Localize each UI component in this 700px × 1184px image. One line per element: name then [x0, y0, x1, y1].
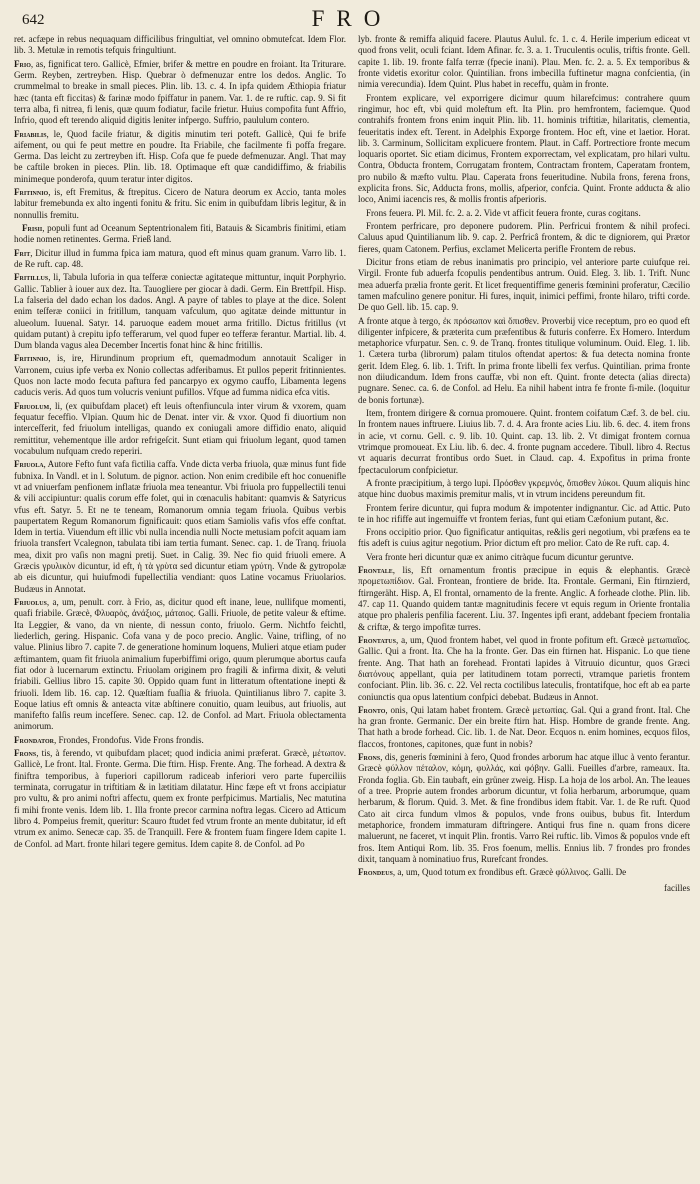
entry-headword: Frontale — [358, 565, 393, 576]
entry-text: Frons occipitio prior. Quo fignificatur antiquitas, re&lis geri negotium, vbi præfens ea te ftis adeft is cuius agitur negotium. Prior dictum eft pro melior. Cato de Re ruft. cap. 4. — [358, 527, 690, 549]
entry-text: a, um, penult. corr. à Frio, as, dicitur quod eft inane, leue, nullifque momenti, quafi friabile. Græcè, Φλυαρὸς, ἀνάξιος, μάταιος. Galli. Friuole, de petite valeur & eftime. Ita Leggier, & vano, da vn niente, di nessun conto, friuolo. Germ. Nichtfo feichtl, liederlich, gering. Hispanic. Cofa vana y de poco precio. Anglic. Vaine, trifling, of no value. Plinius libro 7. capite 7. de generatione hominum loquens, Mulieri atque etiam puder æftimantem, quam fit friuola animalium fuperbiffimi origo, quum plerumque abortus caufa fiat odor à lucernarum extinctu. Friuolam originem pro fragili & infirma dixit, & veluti friabili. Gellius libro 15. capite 30. Oppido quam funt in litteratum oftentatione inepti & friuoli. Idem lib. 16. cap. 12. Quæſtiam fuaſlia & friuola. Quintilianus libro 7. capite 3. Eoque latius eft omnis & anteacta vitæ abſtinere conuitio, quam leuibus, aut friuolis, aut manifefto falſis reum incefſere. Senec. cap. 12. de Confol. ad Mart. Friuola oblectamenta animorum. — [14, 597, 346, 732]
dictionary-entry: Fronto, onis, Qui latam habet frontem. Græcè μετωπίας. Gal. Qui a grand front. Ital. Che ha gran fronte. Germanic. Der ein breite ftirn hat. Hisp. Hombre de grande frente. Ang. That hath a brode forhead. Cic. lib. 1. de Nat. Deor. Ecquos n. enim homines, ecquos filos, flaccos, frontones, capitones, quæ funt in nobis? — [358, 704, 690, 749]
entry-text: tis, à ferendo, vt quibufdam placet; quod indicia animi præferat. Græcè, μέτωπον. Gallicè, Le front. Ital. Fronte. Germa. Die ftirn. Hisp. Frente. Ang. The forhead. A dextra & finiftra temporibus, à fuperiori capillorum radiceab inferiori vero parte fuperciliis terminata, corrugatur in triftitiam & in lætitiam dilatatur. Hinc fæpe eft vt frons accipiatur pro vultu, & pro animi noftri affectu, quem ex fronte perfpicimus. Martialis, Nec matutina fi mihi fronte venis. Idem lib. 1. Illa fronte precor carmina noftra legas. Cicero ad Atticum libro 4. Pompeius fremit, queritur: Scauro ftudet fed vtrum fronte an mente dubitatur, id eft vtrum ex animo. Senecæ cap. 35. de Tranquill. Fere & frontem fuam fingere Idem capite 1. de Confol. ad Mart. fronte hilari tegere gemitus. Idem capite 8. de Confol. ad Po — [14, 748, 346, 849]
dictionary-entry: Frio, as, fignificat tero. Gallicè, Efmier, brifer & mettre en poudre en froiant. Ita Triturare. Germ. Reyben, zertreyben. Hisp. Quebrar ò defmenuzar entre los dedos. Anglic. To crummelmal to breake in small pieces. Plin. lib. 13. c. 4. In ipfa quidem Æthiopia friatur hæc (tanta eft ficcitas) & farinæ modo fpiffatur in panem. Var. 1. de re ruftic. cap. 9. Si fit terra alba, fi nitrea, fi lenis, quæ quum fodiatur, facile frietur. Huius compofita funt Affrio, Infrio, quod eft terendo aliquid digitis leniter infpergo. Suffrio, paululum contero. — [14, 58, 346, 126]
entry-text: is, ire, Hirundinum proprium eft, quemadmodum annotauit Scaliger in Varronem, cuius ipfe verba ex Nonio collectas adferibamus. Et pullos peperit fritinnientes. Quos non lacte modo fecuta paftura fed pancarpyo ex ogymo cauffo, Libamenta legens caducis veris. Ad quos tum volucris veniunt pufillos. Vfque ad fumma nidica efca vitis. — [14, 353, 346, 398]
catchword: facilles — [664, 882, 690, 893]
entry-text: dis, generis fœminini à fero, Quod frondes arborum hac atque illuc à vento ferantur. Græcè φύλλον πέταλον, κόμη, φυλλάς, καὶ φόβην. Galli. Fueilles d'arbre, rameaux. Ita. Fronda foglia. Gb. Ein taubaft, ein grüner zweig. Hisp. La hoja de los arbol. An. The leaues of a tree. Proprie autem frondes arborum dicuntur, vt folia herbarum, arborumque, quam herbarum, & florum. Quid. 3. Met. & fine frondibus idem ftabit. Var. 1. de Re ruft. Quod Cato ait circa fundum vlmos & populos, vnde frons ouibus, bubus fit. Interdum metaphorice, frondem immaturam diftringere. Antiqui frus fine n. quam frons dicere maluerunt, ne faceret, vt inquit Plin. frontis. Varro Rei ruftic. lib. Vimos & populos vnde eft fros. Item Antiqui Rom. lib. 35. Fros foenum, mellis. Ennius lib. 7 frondes pro frondes dixit, tanquam à nominatiuo frus, Rurefcant frondes. — [358, 752, 690, 864]
entry-text: as, fignificat tero. Gallicè, Efmier, brifer & mettre en poudre en froiant. Ita Triturare. Germ. Reyben, zertreyben. Hisp. Quebrar ò defmenuzar entre los dedos. Anglic. To crummelmal to breake in small pieces. Plin. lib. 13. c. 4. In ipfa quidem Æthiopia friatur hæc (tanta eft ficcitas) & farinæ modo fpiffatur in panem. Var. 1. de re ruftic. cap. 9. Si fit terra alba, fi nitrea, fi lenis, quæ quum fodiatur, facile frietur. Huius compofita funt Affrio, Infrio, quod eft terendo aliquid digitis leniter infpergo. Suffrio, paululum contero. — [14, 58, 346, 126]
entry-text: A fronte atque à tergo, ἐκ πρόσωπον καὶ ὄπισθεν. Proverbij vice receptum, pro eo quod eft diligenter infpicere, & præterita cum præfentibus & futuris conferre. Ex Homero. Interdum metaphorice vfurpatur. Sen. c. 9. de Tranq. frontes titulique voluminum. Ouid. Eleg. 1. lib. 1. Cætera turba (librorum) palam titulos oftendat apertos: & fua detecta nomina fronte gerit. Idem Eleg. 6. lib. 1. Trift. In prima fronte libelli fex verfus. Quintilian. prima fronte non diiudicandum. Idem frons cauffæ, vbi non eft. Quint. fronte detecta (alias directa) pugnare. Senec. ca. 6. de Confol. ad Helu. Ea nihil habent intra fe fronte fi-mile. (loquitur de bonis fortunæ). — [358, 315, 690, 405]
dictionary-entry: Frit, Dicitur illud in fumma fpica iam matura, quod eft minus quam granum. Varro lib. 1. de Re ruft. cap. 48. — [14, 247, 346, 269]
dictionary-entry — [358, 478, 690, 501]
dictionary-entry — [358, 552, 690, 563]
entry-text: Dicitur frons etiam de rebus inanimatis pro principio, vel anteriore parte cuiufque rei. Virgil. Fronte fub aduerfa fcopulis pendentibus antrum. Ouid. Eleg. 3. lib. 1. Trift. Nunc mea aduerfa prælia fronte gerit. Et licet frequentiffime generis fœminini proferatur, Cæcilio tamen mafculino genere ponitur. Hi fures, inquit, inimici peffimi, fronte hilaro, trifti corde. De quo Gell. lib. 15. cap. 9. — [358, 256, 690, 313]
entry-text: Autore Fefto funt vafa fictilia caffa. Vnde dicta verba friuola, quæ minus funt fide fubnixa. In Vandl. et in l. Solutum. de pignor. action. Non enim credibile eft hoc conuenifle vt ad vniuerfam penfionem inflatæ friuola mea teneantur. Vbi friuola pro fuppellectili tenui & vili accipiuntur: qualis corum effe folet, qui in cœnaculis habitant: quamvis & Satyricus vfus eft. Satyr. 5. Et ne te teneam, Romanorum omnia tegam friuola. Quibus verbis paupertatem Regum Romanorum fignificauit: quos etiam Samiolis vafis vfos effe conftat. Idem in tertia. Viuendum eft illic vbi nulla incendia nulli Nocte metusiam pofcit aquam iam friuola transfert Vcalegnon, tabulata tibi iam tertia fumant. Senec. cap. 1. de Tranq. friuola mea, dixit pro vaſis non magni pretij. Suet. in Calig. 39. Nec fio quid friuoli emere. A Græcis γρυλικὸν dicuntur, id eft, ἡ τὰ γρὺτα sed dicuntur etiam γρύτη. Vnde & gytropolæ ab eis dicuntur, qui huiufmodi fupellectilia vendiant: quos Latine vocamus Friuolarios. Budæus in Annotat. — [14, 459, 346, 594]
entry-headword: Friuola — [14, 459, 44, 470]
dictionary-entry — [358, 93, 690, 206]
dictionary-entry: Friabilis, le, Quod facile friatur, & digitis minutim teri poteft. Gallicè, Qui fe brife aifement, ou qui fe peut mettre en poudre. Ita Friabile, che facilmente fi poffa fregare. Germa. Das leicht zu zertreyben ift. Hisp. Cofa que fe puede defmenuzar. Angl. That may be caftile broken in pieces. Plin. lib. 18. Optimaque eft quæ candidiffimo, & friabilis minimeque ponderofa, quum teratur inter digitos. — [14, 128, 346, 184]
entry-text: populi funt ad Oceanum Septentrionalem fiti, Batauis & Sicambris finitimi, etiam hodie nomen retinentes. Germa. Frieß land. — [14, 223, 346, 245]
entry-headword: Friuolus — [14, 597, 47, 607]
dictionary-entry: Frontatus, a, um, Quod frontem habet, vel quod in fronte pofitum eft. Græcè μετωπιαῖος. Gallic. Qui a front. Ita. Che ha la fronte. Ger. Das ein ftirnen hat. Hispanic. Lo que tiene frente. Ang. That hath an forehead. Frontati lapides à Vitruuio dicuntur, quos Græci διατόνους appellant, quia per latitudinem totam porrecti, vtramque parietis frontem confociant. Plin. lib. 36. c. 22. Vel recta coctilibus lateculis, frontatifque, hoc eft ab ea parte coniunctis qua opus latentium confpici debebat. Budæus in Annot. — [358, 634, 690, 702]
dictionary-entry: Fritinnio, is, eft Fremitus, & ftrepitus. Cicero de Natura deorum ex Accio, tanta moles labitur fremebunda ex alto ingenti fonitu & fritu. Sic enim in quibufdam libris legitur, & in nonnullis fremitu. — [14, 187, 346, 220]
entry-headword: Fritinnio — [14, 187, 49, 198]
entry-text: Dicitur illud in fumma fpica iam matura, quod eft minus quam granum. Varro lib. 1. de Re ruft. cap. 48. — [14, 247, 346, 269]
entry-headword: Fronto — [358, 704, 386, 715]
dictionary-entry: Frondeus, a, um, Quod totum ex frondibus eft. Græcè φύλλινος. Galli. De — [358, 867, 627, 878]
entry-text: ret. acfæpe in rebus nequaquam difficilibus fringultiat, vel omnino obmutefcat. Idem Flor. lib. 3. Metulæ in remotis tefquis fringultiunt. — [14, 34, 346, 56]
entry-headword: Frontatus — [358, 634, 396, 645]
dictionary-entry — [358, 208, 690, 219]
page-number: 642 — [22, 12, 45, 28]
dictionary-entry — [358, 527, 690, 550]
entry-text: li, (ex quibufdam placet) eft leuis oftenfiuncula inter virum & vxorem, quam fequatur feceffio. Vlpian. Quum hic de Denat. inter vir. & vxor. Quod fi diuortium non interceſferit, fed friuolum intelligas, quando ex coniugali amore diffidio enato, aliquid remittitur, vehementque ille ardor refrigeſcit. Sunt etiam qui friuolum legant, quod tamen vocabulum nufquam credo reperiri. — [14, 400, 346, 456]
entry-text: Frondes, Frondofus. Vide Frons frondis. — [58, 734, 204, 745]
dictionary-entry — [14, 34, 346, 57]
dictionary-entry: Friuola, Autore Fefto funt vafa fictilia caffa. Vnde dicta verba friuola, quæ minus funt fide fubnixa. In Vandl. et in l. Solutum. de pignor. action. Non enim credibile eft hoc conuenifle vt ad vniuerfam penfionem inflatæ friuola mea teneantur. Vbi friuola pro fuppellectili tenui & vili accipiuntur: qualis corum effe folet, qui in cœnaculis habitant: quamvis & Satyricus vfus eft. Satyr. 5. Et ne te teneam, Romanorum omnia tegam friuola. Quibus verbis paupertatem Regum Romanorum fignificauit: quos etiam Samiolis vafis vfos effe conftat. Idem in tertia. Viuendum eft illic vbi nulla incendia nulli Nocte metusiam pofcit aquam iam friuola transfert Vcalegnon, tabulata tibi iam tertia fumant. Senec. cap. 1. de Tranq. friuola mea, dixit pro vaſis non magni pretij. Suet. in Calig. 39. Nec fio quid friuoli emere. A Græcis γρυλικὸν dicuntur, id eft, ἡ τὰ γρὺτα sed dicuntur etiam γρύτη. Vnde & gytropolæ ab eis dicuntur, qui huiufmodi fupellectilia vendiant: quos Latine vocamus Friuolarios. Budæus in Annotat. — [14, 459, 346, 594]
entry-headword: Friabilis — [14, 128, 47, 139]
entry-text: a, um, Quod frontem habet, vel quod in fronte pofitum eft. Græcè μετωπιαῖος. Gallic. Qui a front. Ita. Che ha la fronte. Ger. Das ein ftirnen hat. Hispanic. Lo que tiene frente. Ang. That hath an forehead. Frontati lapides à Vitruuio dicuntur, quos Græci διατόνους appellant, quia per latitudinem totam porrecti, vtramque parietis frontem confociant. Plin. lib. 36. c. 22. Vel recta coctilibus lateculis, frontatifque, hoc eft ab ea parte coniunctis qua opus latentium confpici debebat. Budæus in Annot. — [358, 634, 690, 702]
dictionary-entry: Fritinnio, is, ire, Hirundinum proprium eft, quemadmodum annotauit Scaliger in Varronem, cuius ipfe verba ex Nonio collectas adferibamus. Et pullos peperit fritinnientes. Quos non lacte modo fecuta paftura fed pancarpyo ex ogymo cauffo, Libamenta legens caducis veris. Ad quos tum volucris veniunt pufillos. Vfque ad fumma nidica efca vitis. — [14, 353, 346, 398]
entry-text: onis, Qui latam habet frontem. Græcè μετωπίας. Gal. Qui a grand front. Ital. Che ha gran fronte. Germanic. Der ein breite ftirn hat. Hisp. Hombre de grande frente. Ang. That hath a brode forhead. Cic. lib. 1. de Nat. Deor. Ecquos n. enim homines, ecquos filos, flaccos, frontones, capitones, quæ funt in nobis? — [358, 704, 690, 749]
entry-text: Item, frontem dirigere & cornua promouere. Quint. frontem coifatum Cæf. 3. de bel. ciu. In frontem naues inftruere. Liuius lib. 7. d. 4. Ara fronte acies Liu. lib. 6. dec. 4. item frons in acie, vt cornu. Gell. c. 9. lib. 10. Quint. cap. 13. lib. 2. Vt dimigat frontem cornua vtrimque promoueat. Ex Liu. lib. 6. dec. 4. fronte pugnam accedere. Tibull. libro 4. Rectus vt aquaris decurrat frontibus ordo Suet. in Claud. cap. 4. Expofitus in prima fronte fpectaculorum confpicietur. — [358, 408, 690, 475]
entry-headword: Frondator — [14, 734, 54, 745]
dictionary-entry — [358, 408, 690, 476]
entry-headword: Frisii — [22, 223, 43, 233]
entry-headword: Frio — [14, 58, 31, 69]
entry-text: is, eft Fremitus, & ftrepitus. Cicero de Natura deorum ex Accio, tanta moles labitur fremebunda ex alto ingenti fonitu & fritu. Sic enim in quibufdam libris legitur, & in nonnullis fremitu. — [14, 187, 346, 220]
entry-headword: Friuolum — [14, 400, 50, 411]
dictionary-entry — [358, 34, 690, 91]
dictionary-entry: Friuolus, a, um, penult. corr. à Frio, as, dicitur quod eft inane, leue, nullifque momenti, quafi friabile. Græcè, Φλυαρὸς, ἀνάξιος, μάταιος. Galli. Friuole, de petite valeur & eftime. Ita Leggier, & vano, da vn niente, di nessun conto, friuolo. Germ. Nichtfo feichtl, liederlich, gering. Hispanic. Cofa vana y de poco precio. Anglic. Vaine, trifling, of no value. Plinius libro 7. capite 7. de generatione hominum loquens, Mulieri atque etiam puder æftimantem, quam fit friuola animalium fuperbiffimi origo, quum plerumque abortus caufa fiat odor à lucernarum extinctu. Friuolam originem pro fragili & infirma dixit, & veluti friabili. Gellius libro 15. capite 30. Oppido quam funt in litteratum oftentatione inepti & friuoli. Idem lib. 16. cap. 12. Quæſtiam fuaſlia & friuola. Quintilianus libro 7. capite 3. Eoque latius eft omnis & anteacta vitæ abſtinere conuitio, quam leuibus, aut friuolis, aut manifefto falſis reum incefſere. Senec. cap. 12. de Confol. ad Mart. Friuola oblectamenta animorum. — [14, 597, 346, 732]
entry-text: Frons feuera. Pl. Mil. fc. 2. a. 2. Vide vt afficit feuera fronte, curas cogitans. — [366, 207, 641, 218]
entry-headword: Fritinnio — [14, 353, 49, 364]
dictionary-entry: Frons, tis, à ferendo, vt quibufdam placet; quod indicia animi præferat. Græcè, μέτωπον. Gallicè, Le front. Ital. Fronte. Germa. Die ftirn. Hisp. Frente. Ang. The forhead. A dextra & finiftra temporibus, à fuperiori capillorum radiceab inferiori vero parte fuperciliis terminata, corrugatur in triftitiam & in lætitiam dilatatur. Hinc fæpe eft vt frons accipiatur pro vultu, & pro animi noftri affectu, quem ex fronte perfpicimus. Martialis, Nec matutina fi mihi fronte venis. Idem lib. 1. Illa fronte precor carmina noftra legas. Cicero ad Atticum libro 4. Pompeius fremit, queritur: Scauro ftudet fed vtrum fronte an mente dubitatur, id eft vtrum ex animo. Senecæ cap. 35. de Tranquill. Fere & frontem fuam fingere Idem capite 1. de Confol. ad Mart. fronte hilari tegere gemitus. Idem capite 8. de Confol. ad Po — [14, 748, 346, 849]
running-head: FRO — [311, 6, 393, 31]
entry-headword: Fritillus — [14, 272, 49, 283]
dictionary-entry: Friuolum, li, (ex quibufdam placet) eft leuis oftenfiuncula inter virum & vxorem, quam fequatur feceffio. Vlpian. Quum hic de Denat. inter vir. & vxor. Quod fi diuortium non interceſferit, fed friuolum intelligas, quando ex coniugali amore diffidio enato, aliquid remittitur, vehementque ille ardor refrigeſcit. Sunt etiam qui friuolum legant, quod tamen vocabulum nufquam credo reperiri. — [14, 400, 346, 456]
entry-text: A fronte præcipitium, à tergo lupi. Πρόσθεν γκρεμνός, ὄπισθεν λύκοι. Quum aliquis hinc atque hinc duobus maximis premitur malis, vt in vtrum incidens pereundum fit. — [358, 477, 690, 500]
entry-text: lyb. fronte & remiffa aliquid facere. Plautus Aulul. fc. 1. c. 4. Herile imperium ediceat vt quod frons velit, oculi fciant. Idem Afinar. fc. 3. a. 1. Truculentis oculis, triftis fronte. Gell. capite 1. lib. 19. fronte falfa terræ (fpecie inani). Plau. Men. fc. 2. a. 5. Ex temporibus & fronte videtis exoritur color. Quintilian. frons imbecilla fuftinetur magna confcientia, (in nimia verecundia). Idem Quint. Plus habet in receffu, quàm in fronte. — [358, 34, 690, 90]
entry-text: lis, Eft ornamentum frontis præcipue in equis & elephantis. Græcè προμετωπίδιον. Gal. Frontean, frontiere de bride. Ita. Frontale. Germani, Ein ftirnzierd, ftirngeräht. Hisp. A, El frontal, ornamento de la frente. Anglic. A forheade clothe. Plin. lib. 47. cap 11. Quando quidem tantæ magnitudinis fecere vt equis regum in Oriente frontalia atque pro phaleris penfilia facerent. Liu. 37. Ingentes ipfi erant, addebant fpeciem frontalia & criftæ, & tergo impofitæ turres. — [358, 565, 690, 632]
entry-text: a, um, Quod totum ex frondibus eft. Græcè φύλλινος. Galli. De — [397, 867, 627, 878]
entry-text: le, Quod facile friatur, & digitis minutim teri poteft. Gallicè, Qui fe brife aifement, ou qui fe peut mettre en poudre. Ita Friabile, che facilmente fi poffa fregare. Germa. Das leicht zu zertreyben ift. Hisp. Cofa que fe puede defmenuzar. Angl. That may be caftile broken in pieces. Plin. lib. 18. Optimaque eft quæ candidiffimo, & friabilis minimeque ponderofa, quum teratur inter digitos. — [14, 128, 346, 184]
page-header — [14, 6, 690, 34]
left-column — [14, 34, 346, 1182]
dictionary-entry: Frondator, Frondes, Frondofus. Vide Frons frondis. — [14, 734, 204, 745]
dictionary-entry: Frisii, populi funt ad Oceanum Septentrionalem fiti, Batauis & Sicambris finitimi, etiam hodie nomen retinentes. Germa. Frieß land. — [14, 223, 346, 245]
dictionary-entry: Fritillus, li, Tabula luforia in qua teſferæ coniectæ agitateque mittuntur, inquit Porphyrio. Gallic. Tablier à iouer aux dez. Ita. Tauogliere per giocar à dadi. Germ. Ein Brettfpil. Hisp. La falseria del dado echan los dados. Angl. A payre of tables to playe at the dice. Solent enim teſferæ coniici in fritillum, tanquam vafculum, quo agitatæ deinde mittuntur in alueolum. Iuuenal. Satyr. 14. paruoque eadem mouet arma fritillo. Dictus fritillus (vt quidam putant) à crepitu ipfo tefferarum, vel quod fuper eo tefferæ ferantur. Martial. lib. 4. Dum blanda vagus alea December Incertis fonat hinc & hinc fritillis. — [14, 272, 346, 351]
entry-text: Frontem ferire dicuntur, qui fupra modum & impotenter indignantur. Cic. ad Attic. Puto te in hoc rififfe aut ingemuiffe vt frontem ferias, funt qui etiam Cæfonium putant, &c. — [358, 502, 690, 524]
entry-headword: Frit — [14, 247, 31, 258]
dictionary-entry — [358, 316, 690, 407]
entry-text: Frontem perfricare, pro deponere pudorem. Plin. Perfricui frontem & nihil profeci. Caluus apud Quintilianum lib. 9. cap. 2. Perfricâ frontem, & dic te digniorem, qui Prætor fieres, quam Catonem. Perfius, exclamet Melicerta perifle Frontem de rebus. — [358, 221, 690, 254]
dictionary-entry — [358, 221, 690, 255]
dictionary-entry — [358, 257, 690, 314]
text-columns — [14, 34, 690, 1182]
entry-text: Frontem explicare, vel exporrigere dicimur quum hilarefcimus: contrahere quum ringimur, hoc eft, vbi quid moleftum eft. Ita Plin. pro hemfrontem, faciemque. Quod contrahifs frontem frons enim inquit Plin. lib. 11. hominis triftitiæ, hilaritatis, clementia, feueritatis index eft. Terent. in Adelphis Exporge frontem. Hoc eft, vine et laetior. Horat. lib. 3. Carminum, Sollicitam explicuere frontem. Plaut. in Caff. Portrectiore fronte mecum loquaris oportet. Sic etiam dicimus, Frontem exporrectam, vel explicatam, pro hilari vultu. Contra, Obducta frontem, Corrugatam frontem, Contractam frontem, Caperatam frontem, pro nubilo & mæfto vultu. Plau. Caperata frons feueritudine. Nubila frons, ferena frons, explicita frons. Sic, Adducta frons, mollis, afperior, confcia. Quint. Fronte adducta & alio loco, Animi iacencis res, & mollis frontis afperioris. — [358, 92, 690, 205]
entry-headword: Frons — [358, 752, 381, 763]
right-column — [358, 34, 690, 1182]
dictionary-entry — [358, 503, 690, 526]
dictionary-entry: Frontale, lis, Eft ornamentum frontis præcipue in equis & elephantis. Græcè προμετωπίδιον. Gal. Frontean, frontiere de bride. Ita. Frontale. Germani, Ein ftirnzierd, ftirngeräht. Hisp. A, El frontal, ornamento de la frente. Anglic. A forheade clothe. Plin. lib. 47. cap 11. Quando quidem tantæ magnitudinis fecere vt equis regum in Oriente frontalia atque pro phaleris penfilia facerent. Liu. 37. Ingentes ipfi erant, addebant fpeciem frontalia & criftæ, & tergo impofitæ turres. — [358, 565, 690, 632]
entry-text: Vera fronte heri dicuntur quæ ex animo citràque fucum dicuntur geruntve. — [366, 551, 634, 562]
entry-text: li, Tabula luforia in qua teſferæ coniectæ agitateque mittuntur, inquit Porphyrio. Gallic. Tablier à iouer aux dez. Ita. Tauogliere per giocar à dadi. Germ. Ein Brettfpil. Hisp. La falseria del dado echan los dados. Angl. A payre of tables to playe at the dice. Solent enim teſferæ coniici in fritillum, tanquam vafculum, quo agitatæ deinde mittuntur in alueolum. Iuuenal. Satyr. 14. paruoque eadem mouet arma fritillo. Dictus fritillus (vt quidam putant) à crepitu ipfo tefferarum, vel quod fuper eo tefferæ ferantur. Martial. lib. 4. Dum blanda vagus alea December Incertis fonat hinc & hinc fritillis. — [14, 272, 346, 351]
entry-headword: Frons — [14, 748, 37, 759]
dictionary-entry: Frons, dis, generis fœminini à fero, Quod frondes arborum hac atque illuc à vento ferantur. Græcè φύλλον πέταλον, κόμη, φυλλάς, καὶ φόβην. Galli. Fueilles d'arbre, rameaux. Ita. Fronda foglia. Gb. Ein taubaft, ein grüner zweig. Hisp. La hoja de los arbol. An. The leaues of a tree. Proprie autem frondes arborum dicuntur, vt folia herbarum, arborumque, quam herbarum, & florum. Quid. 3. Met. & fine frondibus idem ftabit. Var. 1. de Re ruft. Quod Cato ait circa fundum vlmos & populos, vnde frons ouibus, bubus fit. Interdum metaphorice, frondem immaturam diftringere. Antiqui frus fine n. quam frons dicere maluerunt, ne faceret, vt inquit Plin. frontis. Varro Rei ruftic. lib. Vimos & populos vnde eft fros. Item Antiqui Rom. lib. 35. Fros foenum, mellis. Ennius lib. 7 frondes pro frondes dixit, tanquam à nominatiuo frus, Rurefcant frondes. — [358, 752, 690, 864]
entry-headword: Frondeus — [358, 867, 393, 878]
